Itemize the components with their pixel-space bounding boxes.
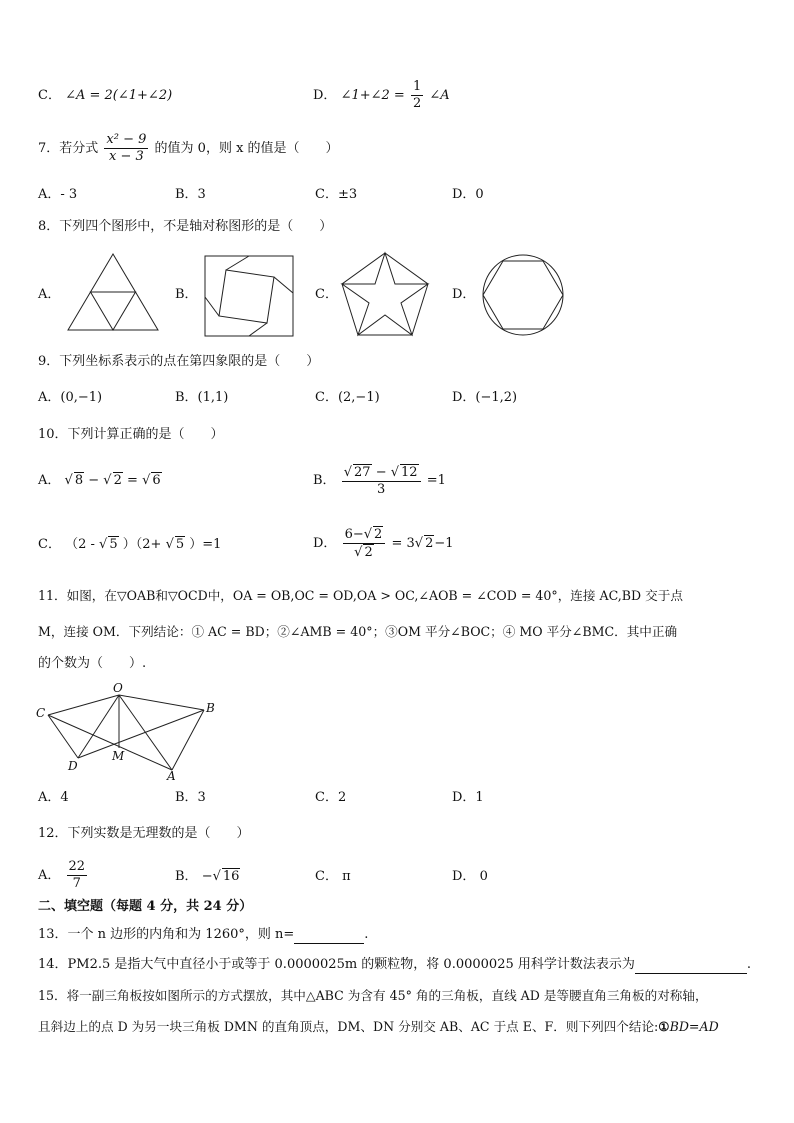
q10-d-numerator: 6−√ 2 xyxy=(343,526,386,544)
q7-option-b: B．3 xyxy=(175,187,206,202)
q7-option-a: A．- 3 xyxy=(38,187,78,202)
q10-stem: 10．下列计算正确的是（ ） xyxy=(38,427,224,442)
q7-prefix: 7．若分式 xyxy=(38,141,99,156)
q15-line-2-tail: BD=AD xyxy=(669,1019,719,1034)
q6-option-d-label: D． xyxy=(313,88,337,103)
q7-fraction xyxy=(104,132,148,165)
q6-option-d xyxy=(313,78,450,114)
q10-b-radicand-2: 12 xyxy=(401,464,418,480)
q8-figure-a-triangle xyxy=(66,252,160,332)
q12-a-num: 22 xyxy=(68,859,86,874)
q10-b-denominator: 3 xyxy=(377,481,386,497)
q10-c-radicand-1: 5 xyxy=(109,537,118,552)
q6-d-num: 1 xyxy=(412,79,422,94)
q6-d-den: 2 xyxy=(412,96,422,111)
q10-a-radicand-1: 8 xyxy=(74,473,84,488)
q13-end: . xyxy=(364,927,369,942)
q10-d-rhs-pre: = 3 xyxy=(391,536,415,551)
q12-a-den: 7 xyxy=(72,876,81,891)
q11-label-a: A xyxy=(167,769,176,783)
q10-option-d: D． $\frac{6-√ 2}{√ 2}$ = 3√ 2−1 xyxy=(313,527,454,560)
q8b-inner-square xyxy=(219,270,274,323)
q9-stem: 9．下列坐标系表示的点在第四象限的是（ ） xyxy=(38,354,320,369)
q6-option-c-label: C． xyxy=(38,88,61,103)
q12-a-label: A． xyxy=(38,868,61,883)
q8-label-b: B． xyxy=(175,287,198,302)
q8c-star xyxy=(342,253,428,335)
q11-stem-line-3: 的个数为（ ）. xyxy=(38,656,147,671)
q11-stem-line-2: M，连接 OM．下列结论：① AC = BD；②∠AMB = 40°；③OM 平分∠BOC；④ MO 平分∠BMC．其中正确 xyxy=(38,624,678,639)
q6-option-c-expr: ∠A = 2(∠1+∠2) xyxy=(65,88,173,103)
q11-figure xyxy=(34,680,224,783)
q8-label-c: C． xyxy=(315,287,338,302)
q8-figure-d-hexagon-circle xyxy=(480,253,566,337)
q10-a-equals: = xyxy=(127,473,138,488)
q10-d-fraction xyxy=(343,526,386,561)
q8-figure-b-square xyxy=(204,255,294,337)
q7-option-d: D．0 xyxy=(452,187,484,202)
q11-option-a: A．4 xyxy=(38,790,69,805)
q10-option-a: A． √ 8 − √ 2 = √ 6 xyxy=(38,473,161,488)
q8d-hexagon xyxy=(483,261,563,329)
q13-text: 13．一个 n 边形的内角和为 1260°，则 n= xyxy=(38,927,295,942)
q8-label-a: A． xyxy=(38,287,61,302)
q6-option-d-lhs: ∠1+∠2 = xyxy=(340,88,405,103)
q9-option-a: A．(0,−1) xyxy=(38,390,103,405)
q10-a-radicand-3: 6 xyxy=(152,473,161,488)
q8b-edge xyxy=(249,323,267,336)
q13-answer-blank[interactable] xyxy=(294,929,364,944)
q7-frac-den: x − 3 xyxy=(109,149,144,164)
q12-a-fraction xyxy=(67,859,88,892)
q10-b-minus: − xyxy=(375,464,387,480)
q6-option-c xyxy=(38,87,172,105)
q10-a-radicand-2: 2 xyxy=(113,473,122,488)
q8b-edge xyxy=(274,277,293,293)
q10-c-part-1: （2 - xyxy=(65,537,95,552)
q10-d-num-radicand: 2 xyxy=(374,527,383,542)
q10-b-radicand-1: 27 xyxy=(354,464,371,480)
q10-a-minus: − xyxy=(88,473,100,488)
q14-text: 14．PM2.5 是指大气中直径小于或等于 0.0000025m 的颗粒物，将 0.0000025 用科学计数法表示为 xyxy=(38,957,635,972)
q10-option-c: C． （2 - √ 5 ）（2+ √ 5 ）=1 xyxy=(38,537,222,552)
q12-option-b: B． −√ 16 xyxy=(175,869,240,884)
q10-d-denominator: √ 2 xyxy=(354,545,373,560)
q10-option-b xyxy=(313,461,446,501)
q10-b-numerator: √ 27 − √ 12 xyxy=(342,464,421,482)
q8a-inner-triangle xyxy=(91,292,136,330)
q10-d-rhs-radicand: 2 xyxy=(425,536,434,551)
q11-stem-line-1: 11．如图，在▽OAB和▽OCD中，OA = OB,OC = OD,OA > OC,∠AOB = ∠COD = 40°，连接 AC,BD 交于点 xyxy=(38,588,683,603)
q6-option-d-rhs: ∠A xyxy=(429,88,450,103)
q8b-edge xyxy=(226,256,249,270)
q12-option-a xyxy=(38,856,89,896)
q12-b-radicand: 16 xyxy=(222,869,240,884)
q10-d-label: D． xyxy=(313,536,337,551)
q10-b-label: B． xyxy=(313,473,336,488)
q12-c-value: π xyxy=(342,869,351,884)
q7-frac-num: x² − 9 xyxy=(106,132,147,147)
q13 xyxy=(38,926,368,944)
q15-line-2-text: 且斜边上的点 D 为另一块三角板 DMN 的直角顶点，DM、DN 分别交 AB、AC 于点 E、F．则下列四个结论: xyxy=(38,1019,659,1034)
q10-c-label: C． xyxy=(38,537,61,552)
q10-b-rhs: =1 xyxy=(426,473,446,488)
q14-end: . xyxy=(746,957,752,972)
q7-suffix: 的值为 0，则 x 的值是（ ） xyxy=(154,141,339,156)
q11-option-c: C．2 xyxy=(315,790,347,805)
q11-label-b: B xyxy=(206,701,215,715)
q7-stem xyxy=(38,131,339,167)
q12-option-c xyxy=(315,868,351,886)
q12-option-d xyxy=(452,868,488,886)
q8-stem: 8．下列四个图形中，不是轴对称图形的是（ ） xyxy=(38,219,333,234)
q12-d-value: 0 xyxy=(479,869,488,884)
q10-b-fraction xyxy=(342,464,421,498)
q12-b-label: B． xyxy=(175,869,198,884)
q11-label-c: C xyxy=(36,706,46,720)
q9-option-c: C．(2,−1) xyxy=(315,390,380,405)
q12-c-label: C． xyxy=(315,869,338,884)
q10-a-label: A． xyxy=(38,473,61,488)
q10-c-part-2: ）（2+ xyxy=(122,537,162,552)
q7-option-c: C．±3 xyxy=(315,187,358,202)
q11-label-o: O xyxy=(113,681,123,695)
q9-option-b: B．(1,1) xyxy=(175,390,229,405)
q8d-circle xyxy=(483,255,563,335)
q14-answer-blank[interactable] xyxy=(635,959,747,974)
q9-option-d: D．(−1,2) xyxy=(452,390,518,405)
q8-figure-c-star-pentagon xyxy=(340,251,430,337)
q6-option-d-fraction xyxy=(411,79,423,112)
q11-label-d: D xyxy=(68,759,78,773)
q11-seg-ob xyxy=(119,695,204,710)
q15-circled-one: ① xyxy=(658,1019,670,1034)
q8-label-d: D． xyxy=(452,287,476,302)
q8b-edge xyxy=(205,297,219,316)
q15-line-1: 15．将一副三角板按如图所示的方式摆放，其中△ABC 为含有 45° 角的三角板，直线 AD 是等腰直角三角板的对称轴， xyxy=(38,988,708,1003)
q11-option-d: D．1 xyxy=(452,790,484,805)
q12-b-minus: − xyxy=(201,869,213,884)
q10-d-num-pre: 6− xyxy=(344,527,364,542)
q12-stem: 12．下列实数是无理数的是（ ） xyxy=(38,826,250,841)
q10-d-den-radicand: 2 xyxy=(364,545,373,560)
q11-seg-ab xyxy=(172,710,204,770)
q10-d-rhs-post: −1 xyxy=(434,536,454,551)
q11-label-m: M xyxy=(112,749,125,763)
section-2-heading: 二、填空题（每题 4 分，共 24 分） xyxy=(38,899,253,914)
q10-c-radicand-2: 5 xyxy=(175,537,185,552)
q11-seg-bd xyxy=(78,710,204,758)
q15-line-2 xyxy=(38,1018,719,1036)
q8b-outer-square xyxy=(205,256,293,336)
q10-c-part-3: ）=1 xyxy=(189,537,222,552)
q12-d-label: D． xyxy=(452,869,476,884)
q8c-pentagon xyxy=(342,253,428,335)
q14 xyxy=(38,956,751,974)
q11-option-b: B．3 xyxy=(175,790,206,805)
